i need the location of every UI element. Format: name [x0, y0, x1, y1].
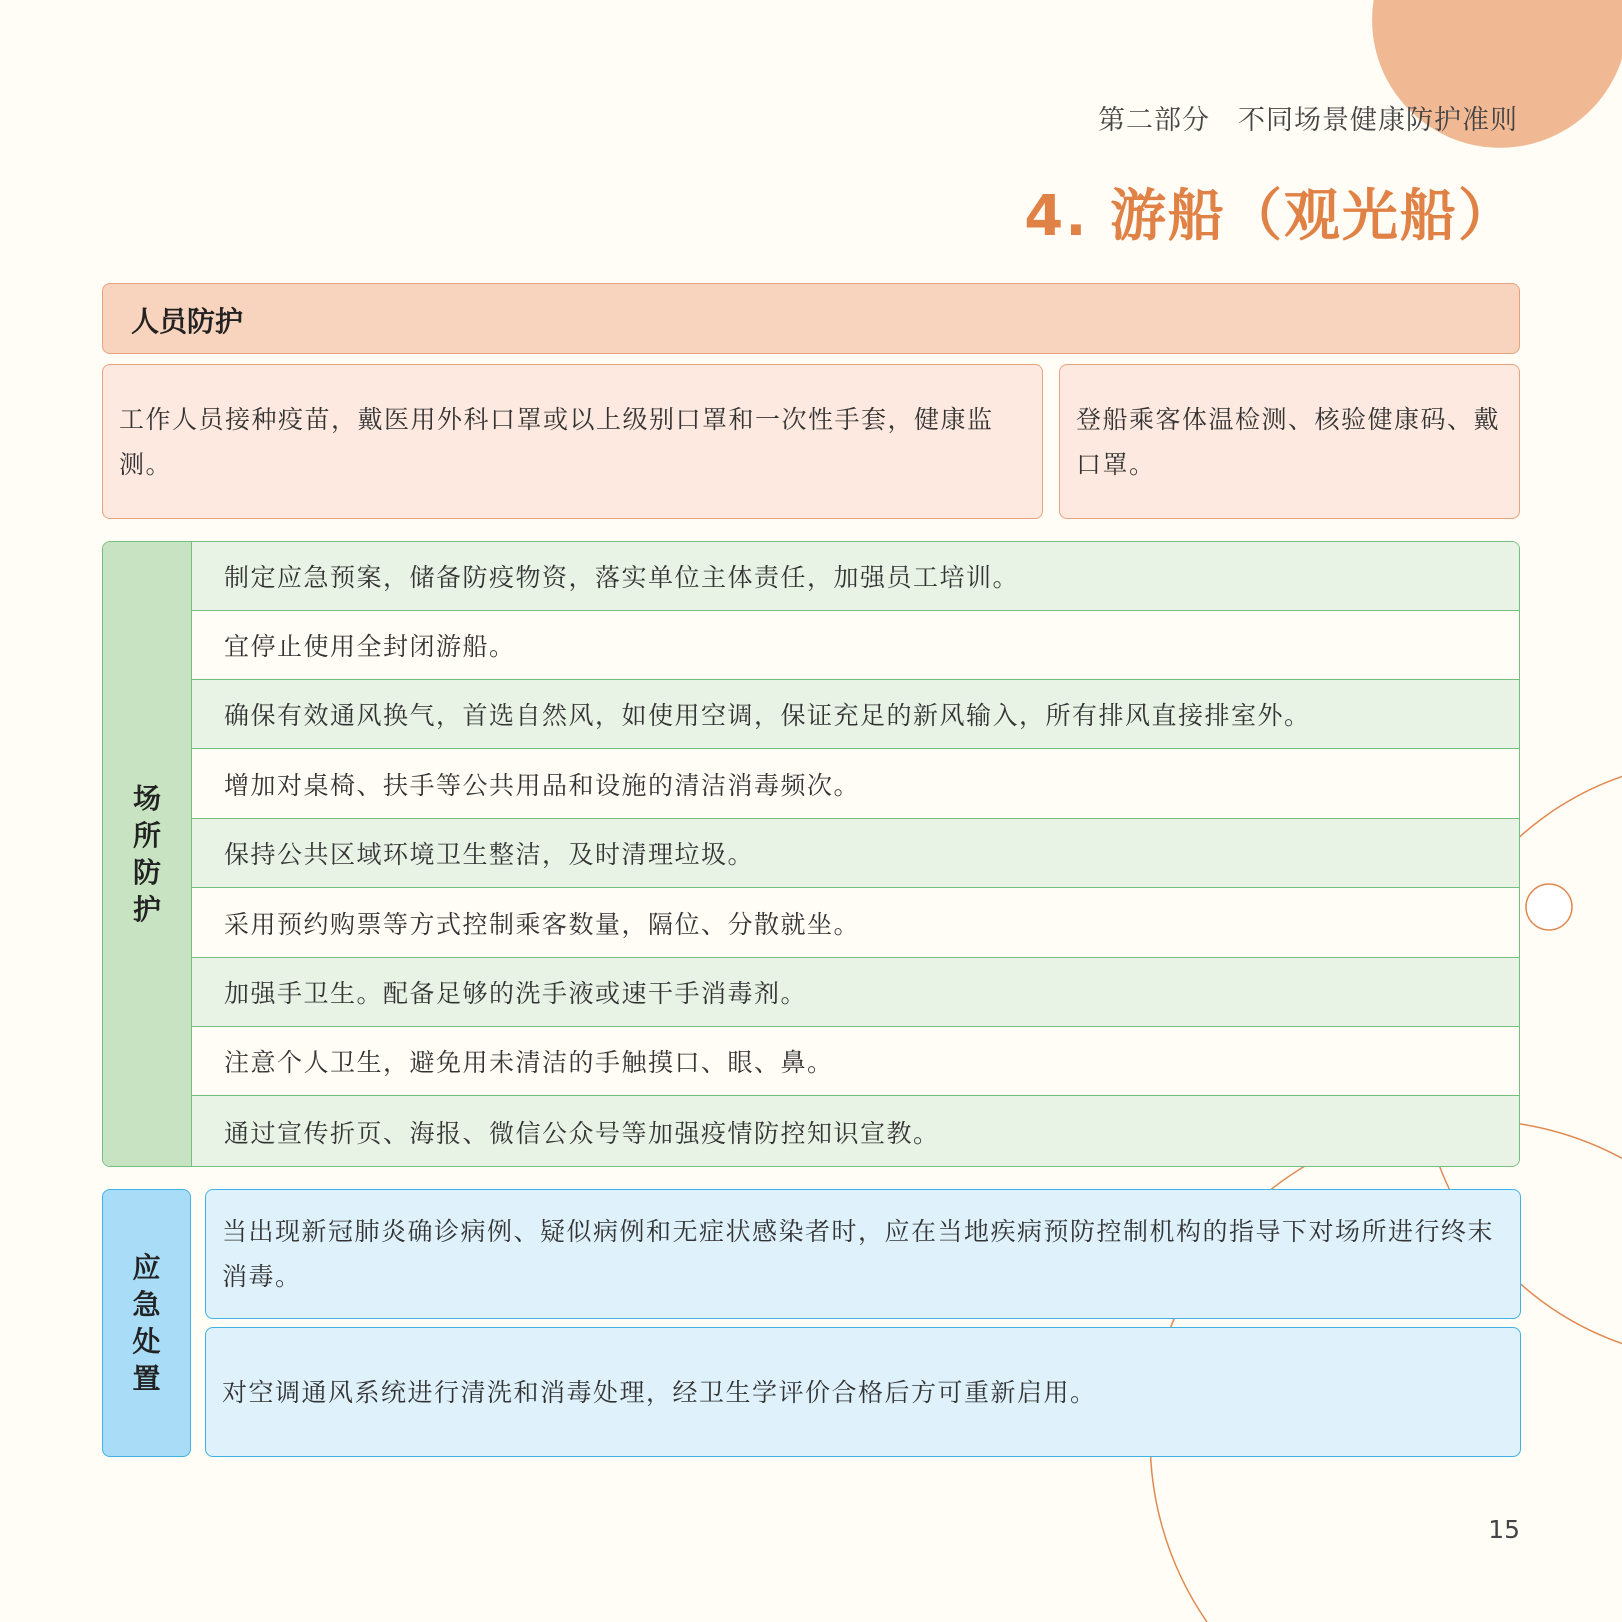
venue-item: 保持公共区域环境卫生整洁，及时清理垃圾。 — [192, 819, 1519, 888]
venue-item: 加强手卫生。配备足够的洗手液或速干手消毒剂。 — [192, 958, 1519, 1027]
emergency-label-box — [102, 1189, 191, 1457]
venue-item: 注意个人卫生，避免用未清洁的手触摸口、眼、鼻。 — [192, 1027, 1519, 1096]
section-path: 第二部分 不同场景健康防护准则 — [1098, 105, 1518, 136]
venue-item: 采用预约购票等方式控制乘客数量，隔位、分散就坐。 — [192, 889, 1519, 958]
emergency-label: 应急处置 — [132, 1251, 161, 1395]
venue-item: 制定应急预案，储备防疫物资，落实单位主体责任，加强员工培训。 — [192, 542, 1519, 611]
personnel-heading: 人员防护 — [102, 283, 1520, 354]
orbit-small-circle — [1526, 884, 1572, 930]
emergency-item: 当出现新冠肺炎确诊病例、疑似病例和无症状感染者时，应在当地疾病预防控制机构的指导下对场所进行终末消毒。 — [205, 1189, 1521, 1319]
page-title: 4. 游船（观光船） — [1024, 184, 1516, 249]
passenger-protection-box: 登船乘客体温检测、核验健康码、戴口罩。 — [1059, 364, 1520, 519]
venue-label: 场所防护 — [132, 782, 161, 926]
venue-label-column — [103, 542, 192, 1166]
emergency-item: 对空调通风系统进行清洗和消毒处理，经卫生学评价合格后方可重新启用。 — [205, 1327, 1521, 1457]
venue-protection-section — [102, 541, 1520, 1167]
venue-item: 确保有效通风换气，首选自然风，如使用空调，保证充足的新风输入，所有排风直接排室外。 — [192, 680, 1519, 749]
venue-item: 宜停止使用全封闭游船。 — [192, 611, 1519, 680]
venue-item: 增加对桌椅、扶手等公共用品和设施的清洁消毒频次。 — [192, 750, 1519, 819]
page-number: 15 — [1488, 1515, 1520, 1544]
staff-protection-box: 工作人员接种疫苗，戴医用外科口罩或以上级别口罩和一次性手套，健康监测。 — [102, 364, 1043, 519]
venue-item: 通过宣传折页、海报、微信公众号等加强疫情防控知识宣教。 — [192, 1096, 1519, 1167]
